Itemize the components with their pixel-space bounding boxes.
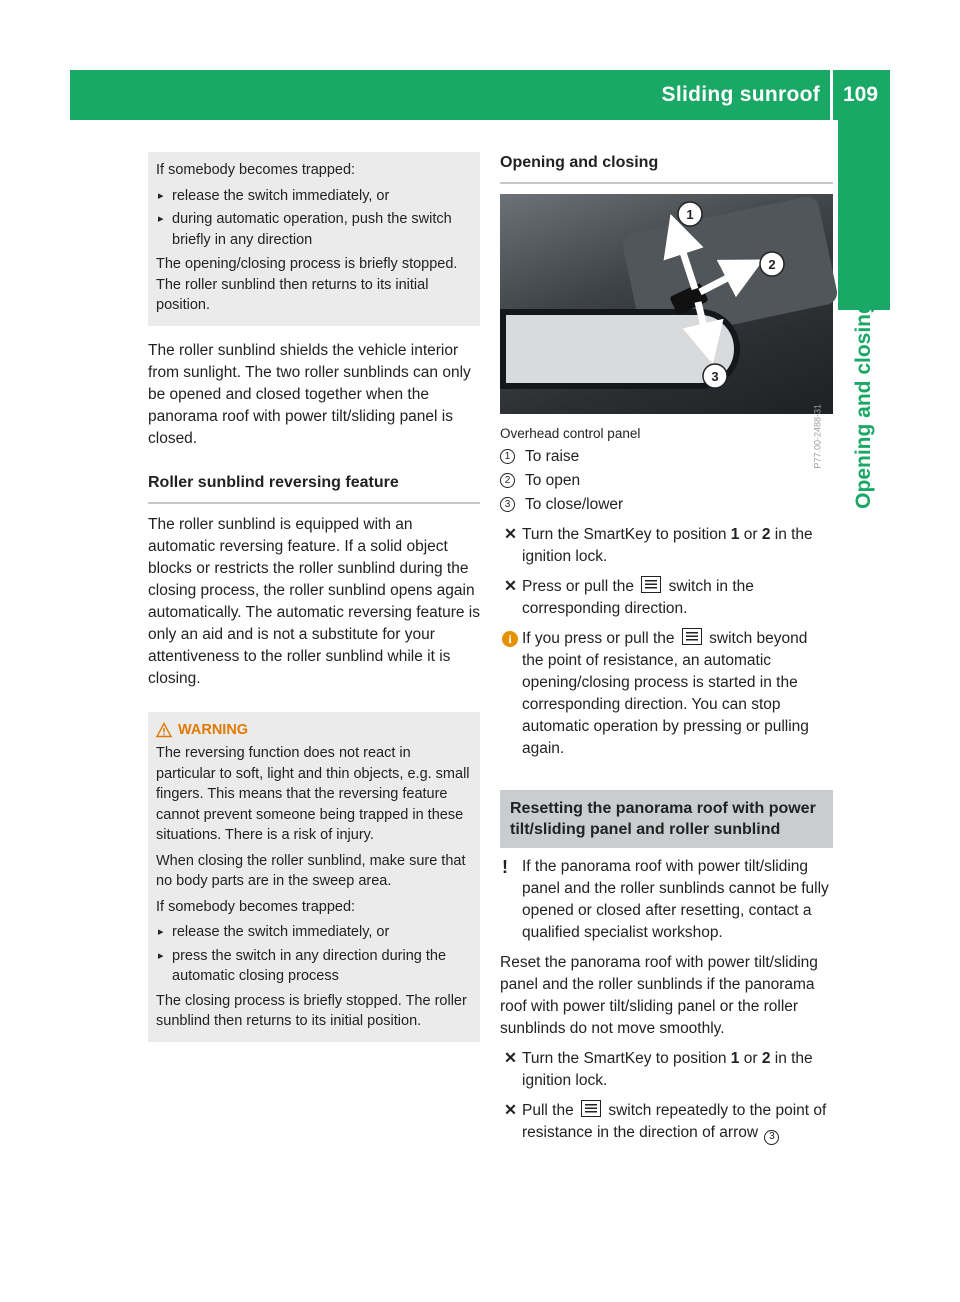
side-tab [838, 120, 890, 310]
header-divider [830, 70, 833, 120]
list-item: ▸ release the switch immediately, or [156, 186, 472, 207]
instruction-step: ✕ Press or pull the switch in the corresponding direction. [504, 578, 754, 617]
section-heading: Roller sunblind reversing feature [148, 472, 480, 504]
reset-paragraph: Reset the panorama roof with power tilt/sliding panel and the roller sunblinds if the panorama roof with power tilt/sliding panel or the roller sunblinds do not move smoothly. [500, 954, 818, 1037]
section-heading-reset: Resetting the panorama roof with power tilt/sliding panel and roller sunblind [500, 790, 833, 848]
section-heading: Opening and closing [500, 152, 833, 184]
warning-text: The closing process is briefly stopped. The roller sunblind then returns to its initial position. [156, 992, 467, 1029]
photo-caption: Overhead control panel [500, 426, 641, 441]
instruction-step: ✕ Turn the SmartKey to position 1 or 2 in the ignition lock. [504, 526, 813, 565]
list-item: ▸ press the switch in any direction during the automatic closing process [156, 946, 472, 987]
list-item: 2 To open [500, 470, 833, 492]
notice: ! If the panorama roof with power tilt/sliding panel and the roller sunblinds cannot be fully opened or closed after resetting, contact a qualified specialist workshop. [502, 857, 829, 941]
photo-code: P77.00-2488-31 [813, 404, 823, 469]
list-item: 1 To raise [500, 446, 833, 468]
step-marker-icon: ✕ [504, 1102, 517, 1119]
list-item: ▸ during automatic operation, push the switch briefly in any direction [156, 209, 472, 250]
switch-icon [641, 576, 661, 593]
info-icon: i [502, 631, 518, 647]
warning-icon [156, 722, 172, 738]
warning-text: When closing the roller sunblind, make sure that no body parts are in the sweep area. [156, 852, 466, 889]
warning-box [148, 712, 480, 1042]
reversing-paragraph: The roller sunblind is equipped with an automatic reversing feature. If a solid object blocks or restricts the roller sunblind during the closing process, the roller sunblind opens again automatically. The automatic reversing feature is only an aid and is not a substitute for your attentiveness to the roller sunblind while it is closing. [148, 515, 480, 687]
warning-title: WARNING [156, 720, 472, 741]
trapped-intro: If somebody becomes trapped: [156, 162, 356, 178]
left-column [148, 152, 480, 1042]
warning-text: If somebody becomes trapped: [156, 898, 356, 915]
switch-icon [581, 1100, 601, 1117]
list-item: ▸ release the switch immediately, or [156, 922, 472, 943]
step-marker-icon: ✕ [504, 1050, 517, 1067]
page-number: 109 [843, 83, 879, 106]
instruction-step: ✕ Pull the switch repeatedly to the point of resistance in the direction of arrow 3 [500, 1100, 833, 1145]
direction-arrows [500, 194, 833, 414]
trapped-box [148, 152, 480, 326]
instruction-step: ✕ Turn the SmartKey to position 1 or 2 in the ignition lock. [504, 1050, 813, 1089]
list-item: 3 To close/lower [500, 494, 833, 516]
svg-text:3: 3 [711, 369, 719, 384]
step-marker-icon: ✕ [504, 578, 517, 595]
side-tab-label: Opening and closing [852, 301, 875, 509]
right-column [500, 152, 833, 1145]
switch-icon [682, 628, 702, 645]
svg-text:2: 2 [768, 257, 776, 272]
svg-text:1: 1 [686, 207, 694, 222]
exclamation-icon: ! [502, 857, 508, 877]
info-note: i If you press or pull the switch beyond the point of resistance, an automatic opening/closing process is started in the corresponding direction. You can stop automatic operation by pressing or pulling again. [500, 628, 833, 760]
trapped-outro: The opening/closing process is briefly stopped. The roller sunblind then returns to its initial position. [156, 256, 458, 313]
warning-text: The reversing function does not react in particular to soft, light and thin objects, e.g. small fingers. This means that the reversing feature cannot prevent someone being trapped in these situations. There is a risk of injury. [156, 745, 470, 843]
page-title: Sliding sunroof [661, 83, 820, 106]
step-marker-icon: ✕ [504, 526, 517, 543]
sunblind-paragraph: The roller sunblind shields the vehicle interior from sunlight. The two roller sunblinds can only be opened and closed together when the panorama roof with power tilt/sliding panel is closed. [148, 341, 471, 447]
